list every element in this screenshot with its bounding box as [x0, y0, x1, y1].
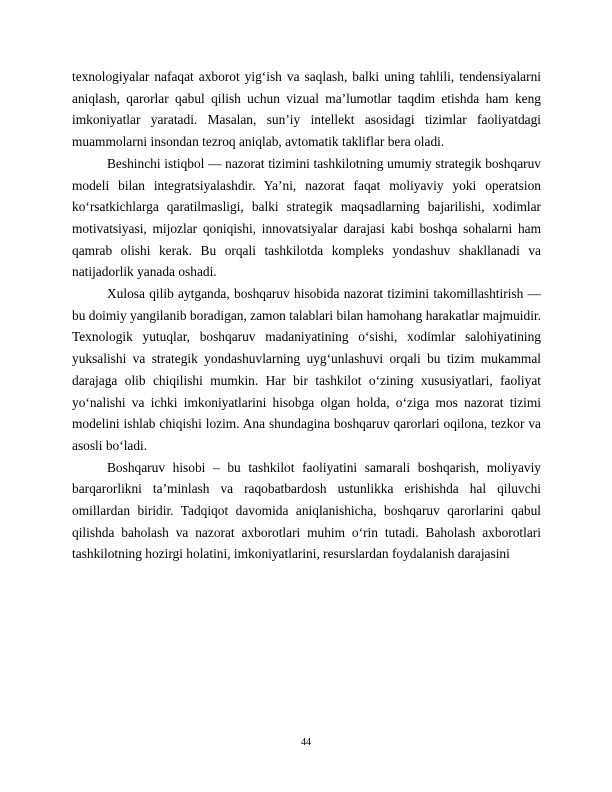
paragraph-fifth-perspective: Beshinchi istiqbol — nazorat tizimini tashkilotning umumiy strategik boshqaruv modeli bilan integratsiyalashdir. Ya’ni, nazorat faqat moliyaviy yoki operatsion ko‘rsatkichlarga qaratilmasligi, balki strategik maqsadlarning bajarilishi, xodimlar motivatsiyasi, mijozlar qoniqishi, innovatsiyalar darajasi kabi boshqa sohalarni ham qamrab olishi kerak. Bu orqali tashkilotda kompleks yondashuv shakllanadi va natijadorlik yanada oshadi.: [72, 155, 541, 280]
paragraph-management-accounting: Boshqaruv hisobi – bu tashkilot faoliyatini samarali boshqarish, moliyaviy barqarorlikni ta’minlash va raqobatbardosh ustunlikka erishishda hal qiluvchi omillardan biridir. Tadqiqot davomida aniqlanishicha, boshqaruv qarorlarini qabul qilishda baholash va nazorat axborotlari muhim o‘rin tutadi. Baholash axborotlari tashkilotning hozirgi holatini, imkoniyatlarini, resurslardan foydalanish darajasini: [72, 459, 541, 562]
page-number: 44: [301, 737, 311, 748]
paragraph-conclusion: Xulosa qilib aytganda, boshqaruv hisobida nazorat tizimini takomillashtirish — bu doimiy yangilanib boradigan, zamon talablari bilan hamohang harakatlar majmuidir. Texnologik yutuqlar, boshqaruv madaniyatining o‘sishi, xodimlar salohiyatining yuksalishi va strategik yondashuvlarning uyg‘unlashuvi orqali bu tizim mukammal darajaga olib chiqilishi mumkin. Har bir tashkilot o‘zining xususiyatlari, faoliyat yo‘nalishi va ichki imkoniyatlarini hisobga olgan holda, o‘ziga mos nazorat tizimi modelini ishlab chiqishi lozim. Ana shundagina boshqaruv qarorlari oqilona, tezkor va asosli bo‘ladi.: [72, 286, 541, 453]
paragraph-continuation: texnologiyalar nafaqat axborot yig‘ish va saqlash, balki uning tahlili, tendensiyalarni aniqlash, qarorlar qabul qilish uchun vizual ma’lumotlar taqdim etishda ham keng imkoniyatlar yaratadi. Masalan, sun’iy intellekt asosidagi tizimlar faoliyatdagi muammolarni insondan tezroq aniqlab, avtomatik takliflar bera oladi.: [72, 69, 541, 150]
page-body: [72, 66, 541, 565]
